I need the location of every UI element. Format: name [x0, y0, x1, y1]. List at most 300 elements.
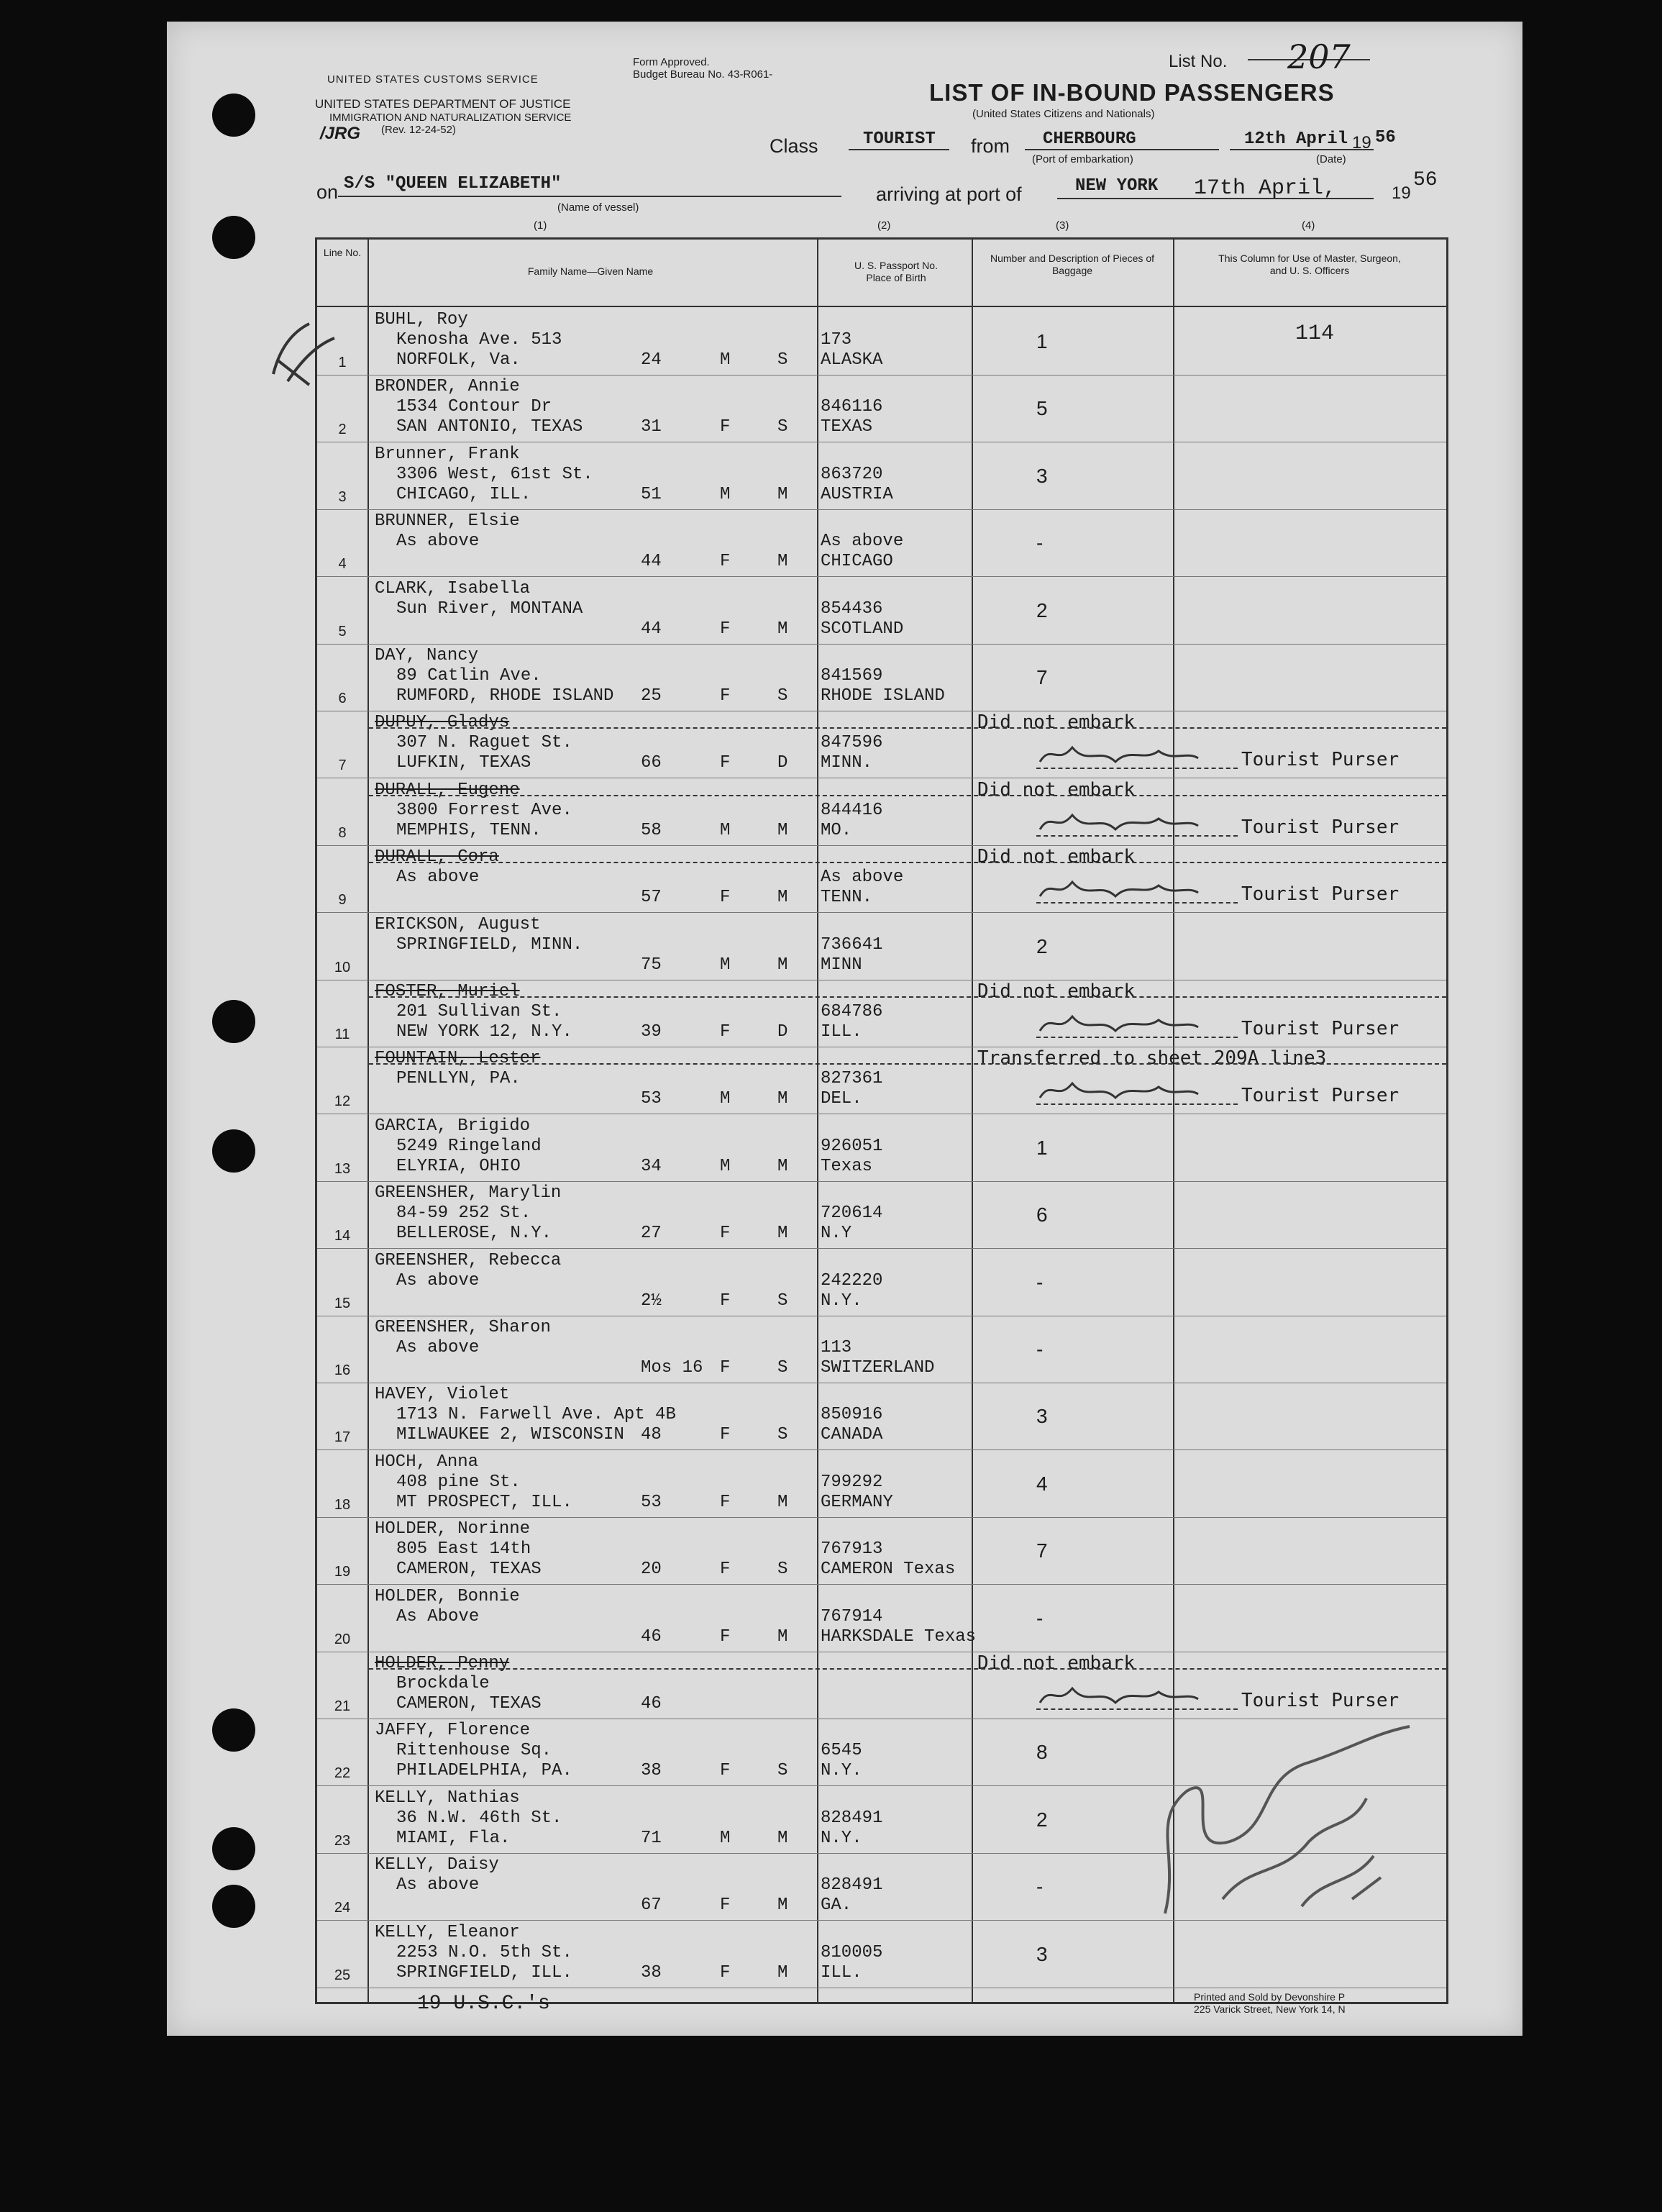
place-of-birth: ILL. [821, 1962, 862, 1983]
passenger-name: BUHL, Roy [375, 310, 468, 329]
sex: M [720, 955, 731, 975]
marital-status: M [777, 1626, 788, 1647]
marital-status: S [777, 1560, 788, 1580]
place-of-birth: CAMERON Texas [821, 1560, 956, 1580]
marital-status: D [777, 1022, 788, 1042]
line-number: 25 [334, 1967, 351, 1983]
passenger-name: KELLY, Daisy [375, 1855, 499, 1875]
passenger-name: JAFFY, Florence [375, 1721, 531, 1741]
age: Mos 16 [641, 1358, 703, 1378]
port-value: CHERBOURG [1043, 129, 1136, 149]
sex: F [720, 552, 731, 572]
officer-entry: 114 [1295, 322, 1335, 346]
budget-line-1: Form Approved. [633, 56, 710, 68]
list-no-label: List No. [1169, 52, 1228, 71]
sex: F [720, 1560, 731, 1580]
place-of-birth: HARKSDALE Texas [821, 1626, 977, 1647]
punch-hole [212, 94, 255, 137]
baggage-count: 7 [1036, 666, 1048, 688]
table-row [317, 1047, 1446, 1114]
age: 20 [641, 1560, 662, 1580]
table-row [317, 1518, 1446, 1585]
baggage-count: - [1036, 1606, 1044, 1629]
passenger-name: GREENSHER, Marylin [375, 1183, 562, 1203]
age: 51 [641, 484, 662, 504]
baggage-count: 1 [1036, 1136, 1048, 1159]
age: 27 [641, 1224, 662, 1244]
address-line-1: 408 pine St. [396, 1472, 521, 1492]
place-of-birth: N.Y. [821, 1828, 862, 1848]
baggage-count: 4 [1036, 1472, 1048, 1495]
col-passport: U. S. Passport No. Place of Birth [854, 260, 938, 283]
marital-status: S [777, 1358, 788, 1378]
passenger-name: HOCH, Anna [375, 1452, 479, 1472]
place-of-birth: ALASKA [821, 350, 883, 370]
address-line-1: 201 Sullivan St. [396, 1002, 562, 1021]
passenger-name: CLARK, Isabella [375, 578, 531, 598]
passport-number: 846116 [821, 397, 883, 417]
marital-status: S [777, 1425, 788, 1445]
officer-note: Tourist Purser [1241, 1690, 1400, 1711]
marital-status: S [777, 1761, 788, 1781]
date-caption: (Date) [1316, 153, 1346, 165]
table-row [317, 980, 1446, 1047]
marital-status: M [777, 1156, 788, 1176]
cancel-dash-line [369, 1668, 1446, 1670]
passport-number: 767914 [821, 1606, 883, 1626]
customs-service-line: UNITED STATES CUSTOMS SERVICE [327, 73, 539, 86]
arrival-underline [1057, 198, 1374, 199]
passenger-name: HOLDER, Penny [375, 1654, 510, 1673]
sex: F [720, 1962, 731, 1983]
address-line-2: RUMFORD, RHODE ISLAND [396, 686, 614, 706]
passenger-name: ERICKSON, August [375, 914, 541, 934]
port-caption: (Port of embarkation) [1032, 153, 1133, 165]
baggage-note: Did not embark [977, 846, 1136, 868]
class-value: TOURIST [863, 129, 936, 149]
officer-note: Tourist Purser [1241, 1085, 1400, 1107]
age: 53 [641, 1089, 662, 1109]
passport-number: 863720 [821, 464, 883, 484]
age: 31 [641, 417, 662, 437]
marital-status: M [777, 1224, 788, 1244]
age: 2½ [641, 1291, 662, 1311]
marital-status: M [777, 552, 788, 572]
purser-initials-signature [1036, 1681, 1202, 1716]
baggage-note: Did not embark [977, 778, 1136, 801]
passenger-name: KELLY, Eleanor [375, 1922, 520, 1942]
passenger-name: DURALL, Eugene [375, 780, 520, 800]
col-name: Family Name—Given Name [527, 265, 654, 277]
baggage-note: Did not embark [977, 980, 1136, 1002]
place-of-birth: CHICAGO [821, 552, 893, 572]
purser-initials-signature [1036, 808, 1202, 842]
baggage-count: 7 [1036, 1539, 1048, 1562]
table-row [317, 779, 1446, 846]
budget-line-2: Budget Bureau No. 43-R061- [633, 68, 773, 81]
line-number: 9 [338, 892, 347, 909]
on-label: on [316, 181, 339, 203]
age: 53 [641, 1492, 662, 1512]
passenger-name: BRUNNER, Elsie [375, 511, 520, 532]
table-row [317, 1182, 1446, 1249]
line-number: 14 [334, 1228, 351, 1244]
passport-number: 684786 [821, 1002, 883, 1021]
officer-note: Tourist Purser [1241, 816, 1400, 838]
address-line-1: As above [396, 1338, 480, 1357]
baggage-note: Transferred to sheet 209A line3 [977, 1047, 1327, 1070]
baggage-note: Did not embark [977, 1652, 1136, 1674]
address-line-2: NORFOLK, Va. [396, 350, 521, 370]
place-of-birth: SWITZERLAND [821, 1358, 935, 1378]
age: 46 [641, 1626, 662, 1647]
table-row [317, 645, 1446, 711]
passport-number: 810005 [821, 1942, 883, 1962]
sex: F [720, 1291, 731, 1311]
place-of-birth: Texas [821, 1156, 873, 1176]
punch-hole [212, 1000, 255, 1043]
sex: M [720, 820, 731, 840]
baggage-count: - [1036, 1875, 1044, 1898]
vessel-caption: (Name of vessel) [557, 201, 639, 214]
sex: M [720, 484, 731, 504]
line-number: 20 [334, 1631, 351, 1647]
col-baggage: Number and Description of Pieces of Baggage [990, 252, 1154, 276]
passenger-name: GREENSHER, Rebecca [375, 1250, 562, 1270]
baggage-count: 3 [1036, 1942, 1048, 1965]
age: 75 [641, 955, 662, 975]
place-of-birth: TENN. [821, 888, 873, 908]
citizen-count: 19 U.S.C.'s [417, 1993, 550, 2015]
passport-number: 736641 [821, 934, 883, 955]
printer-line-2: 225 Varick Street, New York 14, N [1194, 2003, 1346, 2015]
table-row [317, 376, 1446, 442]
line-number: 7 [338, 757, 347, 774]
baggage-count: 3 [1036, 1405, 1048, 1428]
baggage-count: - [1036, 532, 1044, 555]
purser-initials-signature [1036, 740, 1202, 775]
table-row [317, 578, 1446, 645]
passenger-name: BRONDER, Annie [375, 377, 520, 397]
passport-number: 767913 [821, 1539, 883, 1560]
header-rule [317, 306, 1446, 307]
marital-status: S [777, 417, 788, 437]
sex: F [720, 1761, 731, 1781]
table-row [317, 711, 1446, 778]
sex: F [720, 417, 731, 437]
line-number: 5 [338, 623, 347, 640]
sex: F [720, 1425, 731, 1445]
table-row [317, 846, 1446, 913]
address-line-1: Rittenhouse Sq. [396, 1741, 552, 1761]
address-line-2: CAMERON, TEXAS [396, 1560, 542, 1580]
from-label: from [971, 135, 1010, 157]
line-number: 10 [334, 959, 351, 975]
address-line-2: CHICAGO, ILL. [396, 484, 531, 504]
baggage-note: Did not embark [977, 711, 1136, 734]
table-row [317, 1383, 1446, 1450]
table-row [317, 1250, 1446, 1316]
age: 34 [641, 1156, 662, 1176]
line-number: 8 [338, 824, 347, 841]
passenger-name: HOLDER, Norinne [375, 1519, 531, 1539]
marital-status: M [777, 888, 788, 908]
address-line-1: Brockdale [396, 1674, 490, 1693]
vessel-underline [338, 196, 841, 197]
line-number: 17 [334, 1429, 351, 1446]
line-number: 11 [334, 1027, 350, 1042]
address-line-1: 1713 N. Farwell Ave. Apt 4B [396, 1405, 676, 1425]
address-line-1: Sun River, MONTANA [396, 598, 583, 619]
passenger-name: FOUNTAIN, Lester [375, 1049, 541, 1069]
address-line-1: Kenosha Ave. 513 [396, 330, 562, 350]
sex: F [720, 888, 731, 908]
address-line-1: As above [396, 1270, 480, 1291]
line-number: 2 [338, 422, 347, 438]
address-line-2: PHILADELPHIA, PA. [396, 1761, 572, 1781]
address-line-1: 2253 N.O. 5th St. [396, 1942, 572, 1962]
sex: F [720, 753, 731, 773]
rev-line: (Rev. 12-24-52) [381, 124, 456, 136]
col-num-2: (2) [877, 219, 891, 232]
justice-line: UNITED STATES DEPARTMENT OF JUSTICE [315, 97, 571, 111]
marital-status: M [777, 619, 788, 639]
address-line-1: As Above [396, 1606, 480, 1626]
line-number: 16 [334, 1362, 351, 1378]
line-number: 19 [334, 1564, 351, 1580]
address-line-1: As above [396, 1875, 480, 1895]
passport-number: 926051 [821, 1136, 883, 1156]
sex: F [720, 619, 731, 639]
place-of-birth: MO. [821, 820, 852, 840]
passenger-name: GARCIA, Brigido [375, 1116, 531, 1136]
passport-number: 854436 [821, 598, 883, 619]
marital-status: M [777, 820, 788, 840]
port-underline [1025, 149, 1219, 150]
line-number: 13 [334, 1160, 351, 1177]
address-line-2: NEW YORK 12, N.Y. [396, 1022, 572, 1042]
place-of-birth: GA. [821, 1895, 852, 1916]
baggage-count: 2 [1036, 1808, 1048, 1831]
arrival-date: 17th April, [1194, 176, 1337, 201]
passenger-name: HOLDER, Bonnie [375, 1586, 520, 1606]
line-number: 15 [334, 1295, 351, 1311]
address-line-2: MT PROSPECT, ILL. [396, 1492, 572, 1512]
table-row [317, 309, 1446, 376]
place-of-birth: AUSTRIA [821, 484, 893, 504]
passport-number: 850916 [821, 1405, 883, 1425]
line-number: 4 [338, 556, 347, 573]
line-number: 3 [338, 488, 347, 505]
age: 24 [641, 350, 662, 370]
cancel-dash-line [369, 795, 1446, 796]
baggage-count: 1 [1036, 330, 1048, 352]
list-no-value: 207 [1287, 37, 1351, 76]
line-number: 1 [338, 355, 347, 370]
table-row [317, 1921, 1446, 1988]
date-value: 12th April [1244, 129, 1348, 149]
passport-number: 173 [821, 330, 852, 350]
age: 38 [641, 1761, 662, 1781]
sex: M [720, 350, 731, 370]
passport-number: 242220 [821, 1270, 883, 1291]
sex: F [720, 1224, 731, 1244]
place-of-birth: N.Y [821, 1224, 852, 1244]
marital-status: M [777, 955, 788, 975]
clerk-initials: /JRG [320, 124, 361, 143]
address-line-2: SAN ANTONIO, TEXAS [396, 417, 583, 437]
class-label: Class [770, 135, 818, 157]
purser-initials-signature [1036, 1009, 1202, 1044]
address-line-2: LUFKIN, TEXAS [396, 753, 531, 773]
sex: F [720, 1626, 731, 1647]
sex: M [720, 1828, 731, 1848]
arriving-label: arriving at port of [876, 183, 1022, 205]
class-underline [849, 149, 949, 150]
table-row [317, 1652, 1446, 1719]
passport-number: 847596 [821, 733, 883, 753]
marital-status: S [777, 350, 788, 370]
marital-status: M [777, 1895, 788, 1916]
address-line-1: As above [396, 532, 480, 552]
address-line-2: MILWAUKEE 2, WISCONSIN [396, 1425, 624, 1445]
passport-number: 841569 [821, 666, 883, 686]
passenger-name: DUPUY, Gladys [375, 713, 510, 733]
line-number: 22 [334, 1765, 351, 1782]
punch-hole [212, 1708, 255, 1752]
col-line-no: Line No. [323, 247, 362, 258]
address-line-2: ELYRIA, OHIO [396, 1156, 521, 1176]
passport-number: 844416 [821, 800, 883, 820]
printer-line-1: Printed and Sold by Devonshire P [1194, 1991, 1346, 2003]
cancel-dash-line [369, 727, 1446, 729]
cancel-dash-line [369, 1063, 1446, 1065]
baggage-count: 2 [1036, 934, 1048, 957]
place-of-birth: CANADA [821, 1425, 883, 1445]
address-line-2: MIAMI, Fla. [396, 1828, 511, 1848]
vessel-value: S/S "QUEEN ELIZABETH" [344, 174, 562, 194]
place-of-birth: SCOTLAND [821, 619, 904, 639]
address-line-1: 307 N. Raguet St. [396, 733, 572, 753]
arrival-port: NEW YORK [1075, 176, 1159, 196]
marital-status: D [777, 753, 788, 773]
address-line-1: 36 N.W. 46th St. [396, 1808, 562, 1828]
passport-number: 827361 [821, 1069, 883, 1089]
address-line-1: PENLLYN, PA. [396, 1069, 521, 1089]
table-row [317, 1316, 1446, 1383]
year-prefix: 19 [1352, 133, 1371, 153]
sex: F [720, 686, 731, 706]
address-line-1: 5249 Ringeland [396, 1136, 542, 1156]
punch-hole [212, 1827, 255, 1870]
officer-note: Tourist Purser [1241, 883, 1400, 906]
year-value: 56 [1375, 128, 1396, 147]
line-number: 6 [338, 691, 347, 706]
address-line-2: CAMERON, TEXAS [396, 1694, 542, 1713]
line-number: 18 [334, 1496, 351, 1513]
address-line-1: 1534 Contour Dr [396, 397, 552, 417]
baggage-count: - [1036, 1338, 1044, 1360]
age: 25 [641, 686, 662, 706]
place-of-birth: GERMANY [821, 1492, 893, 1512]
place-of-birth: TEXAS [821, 417, 873, 437]
cancel-dash-line [369, 862, 1446, 863]
sex: F [720, 1492, 731, 1512]
age: 44 [641, 552, 662, 572]
passenger-name: HAVEY, Violet [375, 1385, 510, 1405]
sex: F [720, 1895, 731, 1916]
address-line-2: MEMPHIS, TENN. [396, 820, 542, 840]
address-line-1: SPRINGFIELD, MINN. [396, 934, 583, 955]
baggage-count: - [1036, 1270, 1044, 1293]
baggage-count: 3 [1036, 464, 1048, 487]
address-line-1: 84-59 252 St. [396, 1203, 531, 1224]
officer-note: Tourist Purser [1241, 749, 1400, 771]
place-of-birth: N.Y. [821, 1291, 862, 1311]
marital-status: M [777, 1962, 788, 1983]
address-line-2: BELLEROSE, N.Y. [396, 1224, 552, 1244]
line-number: 12 [334, 1093, 351, 1110]
purser-initials-signature [1036, 1076, 1202, 1111]
address-line-1: 3800 Forrest Ave. [396, 800, 572, 820]
arrival-year: 56 [1413, 169, 1438, 191]
passport-number: 720614 [821, 1203, 883, 1224]
marital-status: M [777, 1089, 788, 1109]
passport-number: As above [821, 868, 904, 888]
ins-line: IMMIGRATION AND NATURALIZATION SERVICE [329, 111, 572, 124]
passenger-name: Brunner, Frank [375, 444, 520, 464]
purser-initials-signature [1036, 875, 1202, 909]
table-row [317, 1115, 1446, 1182]
sex: M [720, 1089, 731, 1109]
passenger-name: GREENSHER, Sharon [375, 1318, 551, 1337]
punch-hole [212, 1129, 255, 1173]
officer-note: Tourist Purser [1241, 1018, 1400, 1039]
punch-hole [212, 216, 255, 259]
place-of-birth: MINN [821, 955, 862, 975]
address-line-1: 805 East 14th [396, 1539, 531, 1560]
punch-hole [212, 1885, 255, 1928]
age: 39 [641, 1022, 662, 1042]
passport-number: As above [821, 532, 904, 552]
cancel-dash-line [369, 996, 1446, 998]
passport-number: 113 [821, 1338, 852, 1357]
address-line-1: 3306 West, 61st St. [396, 464, 593, 484]
place-of-birth: MINN. [821, 753, 873, 773]
table-row [317, 510, 1446, 577]
passenger-name: FOSTER, Muriel [375, 982, 520, 1001]
inspector-signature [1136, 1712, 1438, 1928]
sex: F [720, 1022, 731, 1042]
passenger-name: KELLY, Nathias [375, 1788, 520, 1808]
age: 38 [641, 1962, 662, 1983]
passenger-name: DURALL, Cora [375, 847, 499, 868]
passenger-name: DAY, Nancy [375, 646, 479, 665]
passport-number: 828491 [821, 1808, 883, 1828]
address-line-1: 89 Catlin Ave. [396, 666, 542, 686]
marital-status: M [777, 484, 788, 504]
address-line-1: As above [396, 868, 480, 888]
marital-status: S [777, 686, 788, 706]
age: 44 [641, 619, 662, 639]
baggage-count: 2 [1036, 598, 1048, 622]
passport-number: 799292 [821, 1472, 883, 1492]
age: 71 [641, 1828, 662, 1848]
table-row [317, 914, 1446, 980]
marital-status: M [777, 1828, 788, 1848]
place-of-birth: N.Y. [821, 1761, 862, 1781]
marital-status: M [777, 1492, 788, 1512]
